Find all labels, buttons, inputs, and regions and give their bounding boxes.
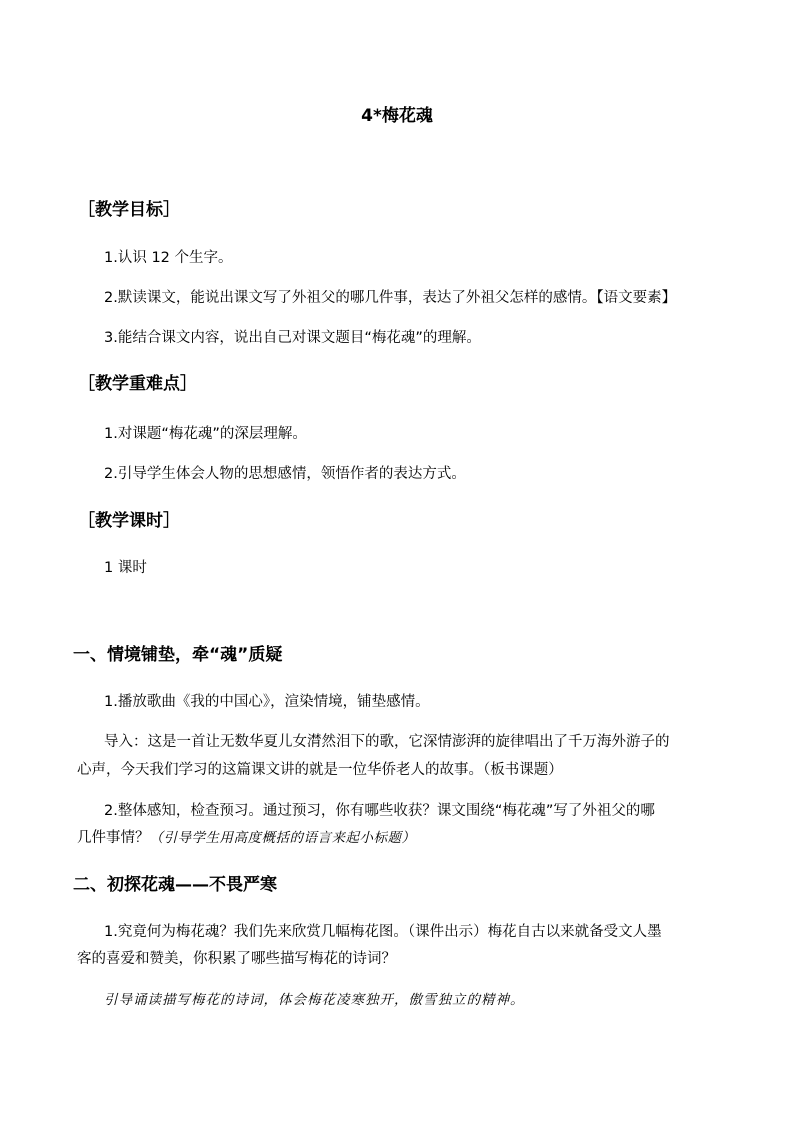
hours-value: 1 课时 bbox=[104, 560, 147, 576]
objective-item-3: 3.能结合课文内容，说出自己对课文题目“梅花魂”的理解。 bbox=[104, 330, 481, 346]
part2-note: 引导诵读描写梅花的诗词，体会梅花凌寒独开，傲雪独立的精神。 bbox=[104, 992, 525, 1008]
part1-item-2-line-2 bbox=[77, 828, 416, 848]
page-title: 4*梅花魂 bbox=[361, 106, 433, 126]
part1-intro-line-2: 心声，今天我们学习的这篇课文讲的就是一位华侨老人的故事。（板书课题） bbox=[77, 762, 563, 778]
objective-item-2: 2.默读课文，能说出课文写了外祖父的哪几件事，表达了外祖父怎样的感情。【语文要素】 bbox=[104, 290, 677, 306]
part2-item-1-line-1: 1.究竟何为梅花魂？我们先来欣赏几幅梅花图。（课件出示）梅花自古以来就备受文人墨 bbox=[104, 924, 662, 940]
objectives-heading: ［教学目标］ bbox=[78, 200, 180, 220]
part1-item-2-note: （引导学生用高度概括的语言来起小标题） bbox=[149, 830, 416, 846]
hours-heading: ［教学课时］ bbox=[78, 511, 180, 531]
part1-item-2-text: 几件事情？ bbox=[77, 830, 150, 846]
part1-item-2-line-1: 2.整体感知，检查预习。通过预习，你有哪些收获？课文围绕“梅花魂”写了外祖父的哪 bbox=[104, 803, 655, 819]
keypoint-item-2: 2.引导学生体会人物的思想感情，领悟作者的表达方式。 bbox=[104, 466, 466, 482]
keypoint-item-1: 1.对课题“梅花魂”的深层理解。 bbox=[104, 426, 307, 442]
part2-heading: 二、初探花魂——不畏严寒 bbox=[73, 875, 277, 895]
part1-intro-line-1: 导入：这是一首让无数华夏儿女潸然泪下的歌，它深情澎湃的旋律唱出了千万海外游子的 bbox=[104, 734, 670, 750]
part2-item-1-line-2: 客的喜爱和赞美，你积累了哪些描写梅花的诗词？ bbox=[77, 951, 396, 967]
part1-heading: 一、情境铺垫，牵“魂”质疑 bbox=[73, 645, 283, 665]
objective-item-1: 1.认识 12 个生字。 bbox=[104, 250, 233, 266]
part1-item-1: 1.播放歌曲《我的中国心》，渲染情境，铺垫感情。 bbox=[104, 694, 430, 710]
keypoints-heading: ［教学重难点］ bbox=[78, 374, 197, 394]
